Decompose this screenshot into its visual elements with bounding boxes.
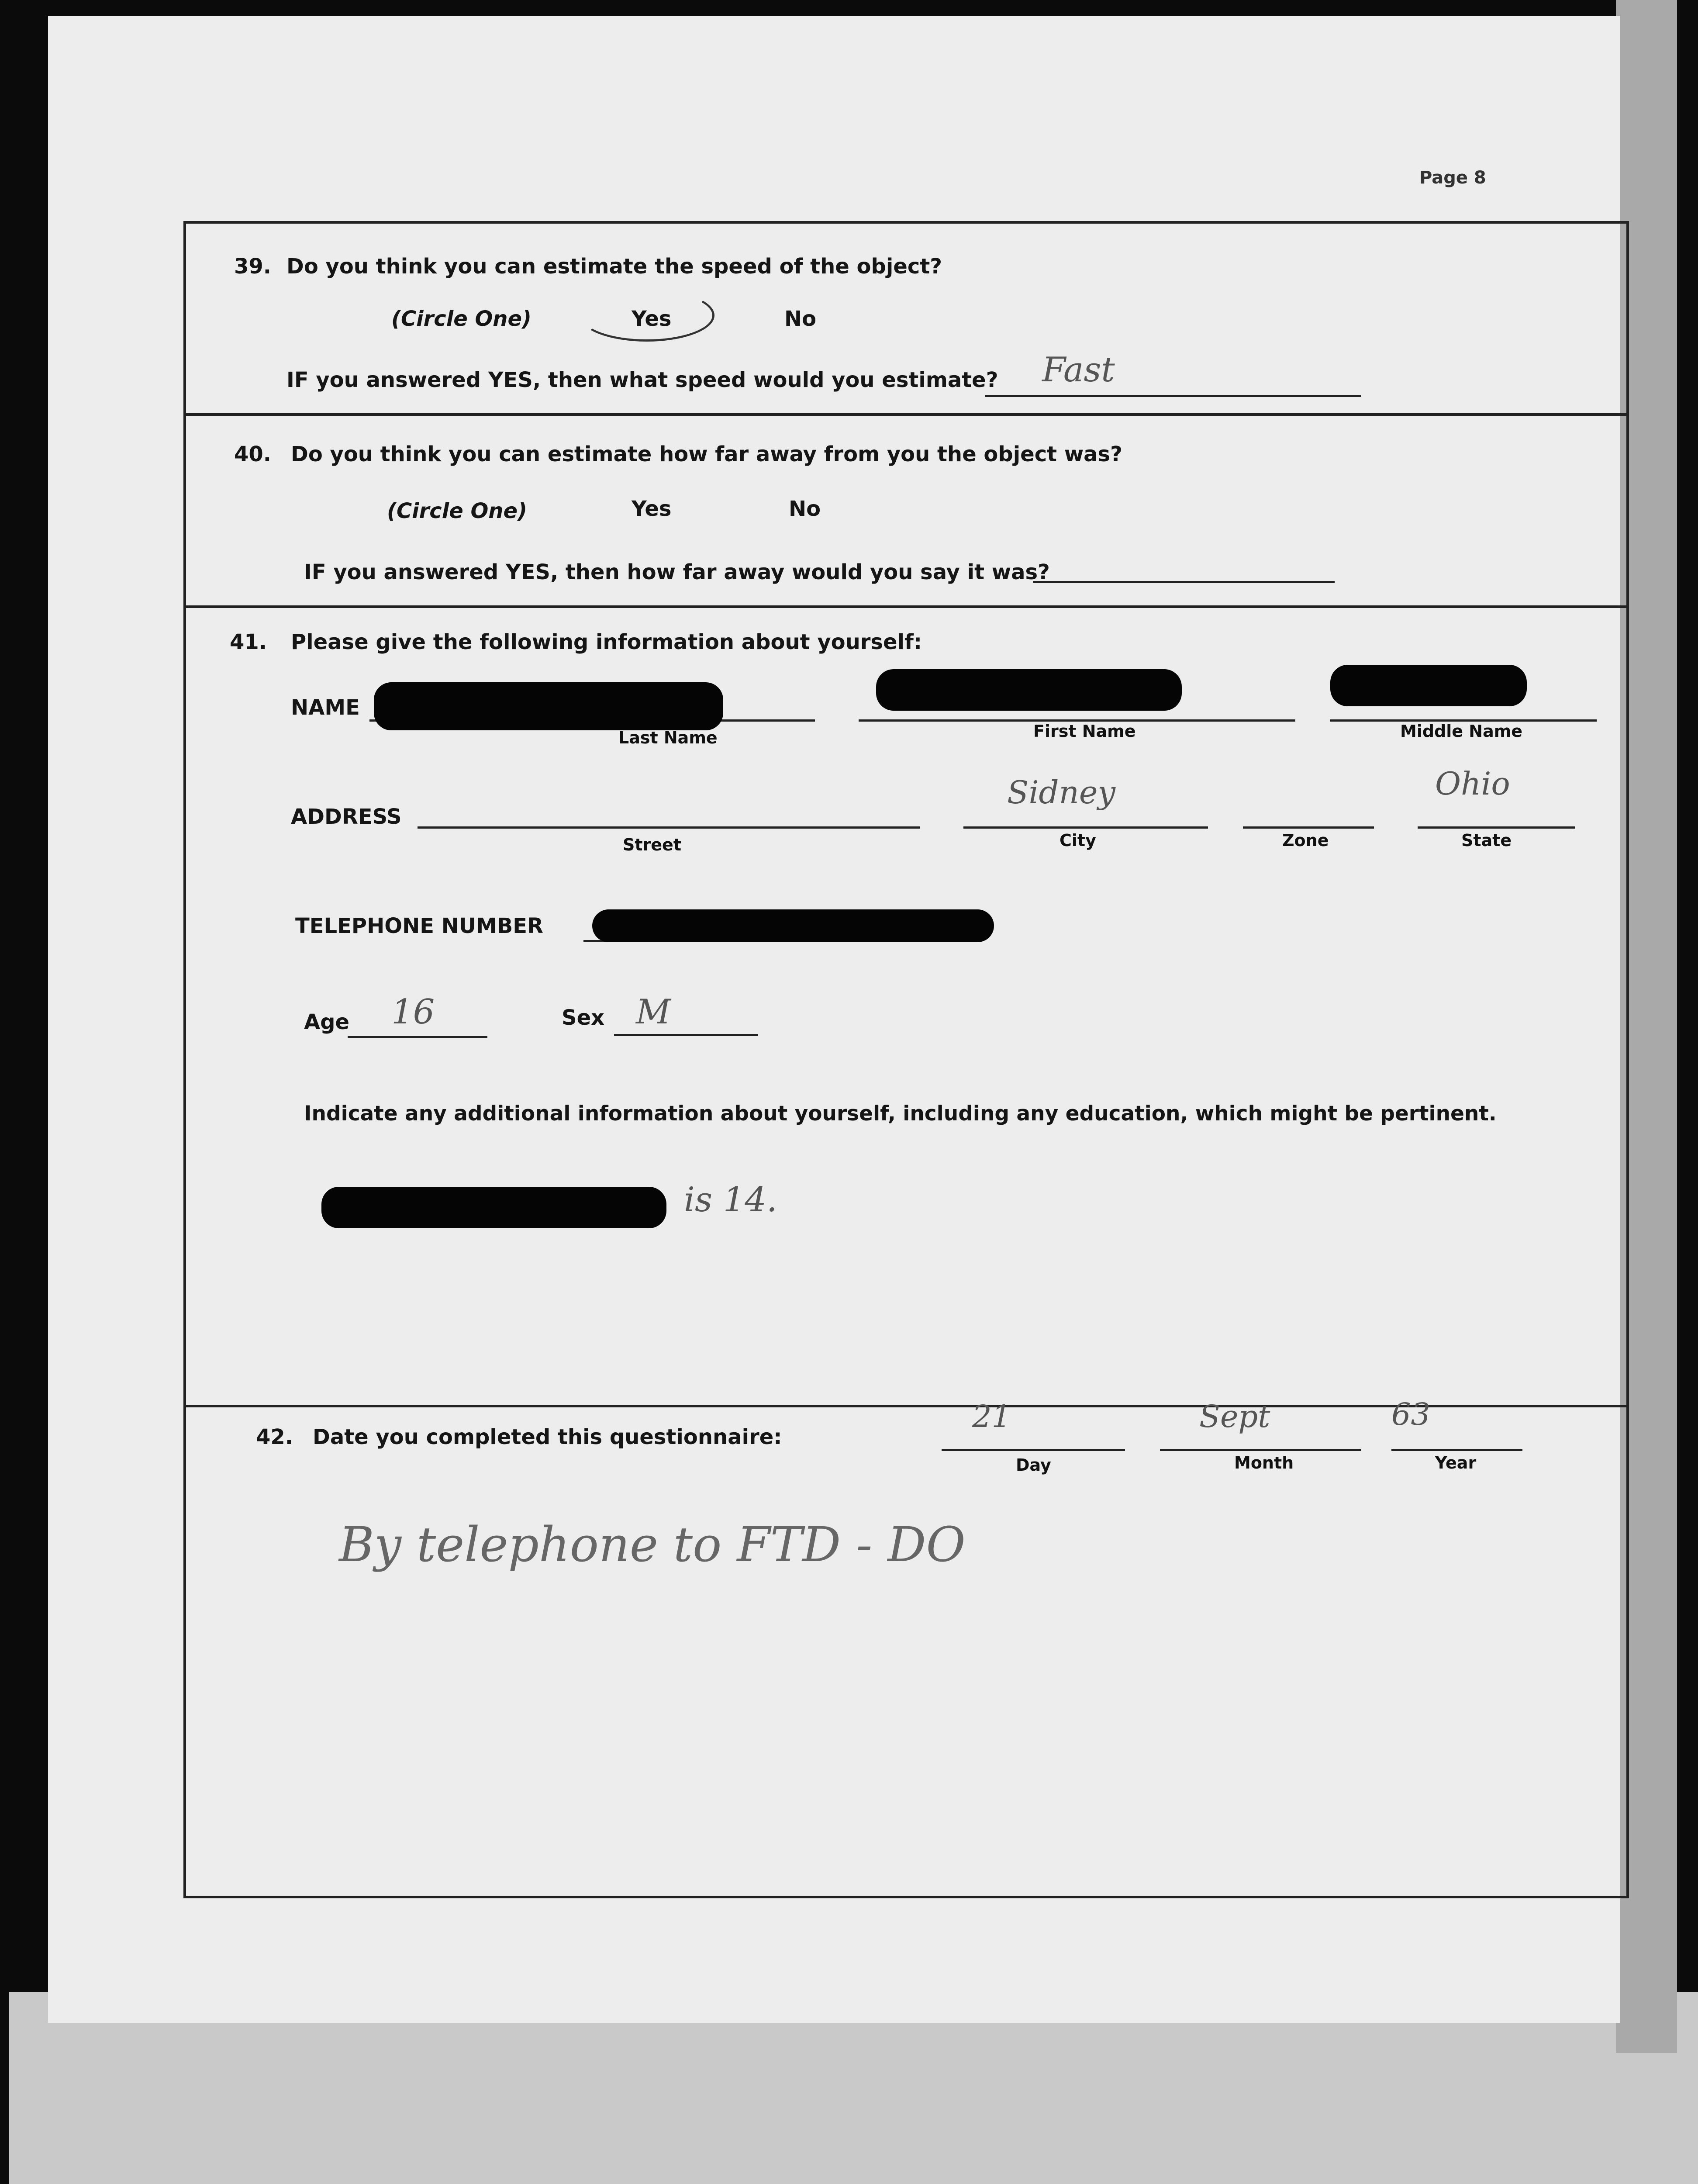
zone-label: Zone	[1282, 831, 1329, 850]
state-value[interactable]: Ohio	[1435, 765, 1510, 802]
followup-text: IF you answered YES, then what speed would you estimate?	[286, 368, 998, 392]
question-39	[186, 224, 1626, 416]
page-number: Page 8	[1419, 168, 1486, 188]
last-name-label: Last Name	[618, 728, 718, 747]
circle-one-label: (Circle One)	[387, 499, 527, 523]
followup-text: IF you answered YES, then how far away would you say it was?	[304, 560, 1050, 584]
day-line	[942, 1449, 1125, 1451]
year-value[interactable]: 63	[1391, 1396, 1431, 1432]
circled-answer-mark	[579, 289, 714, 342]
redacted-first-name	[876, 669, 1182, 711]
redacted-middle-name	[1330, 665, 1527, 706]
age-value[interactable]: 16	[391, 992, 435, 1032]
option-no[interactable]: No	[784, 307, 817, 331]
day-label: Day	[1016, 1455, 1051, 1475]
question-text: Do you think you can estimate how far away from you the object was?	[291, 442, 1122, 467]
street-label: Street	[623, 835, 681, 854]
circle-one-label: (Circle One)	[391, 307, 531, 331]
month-label: Month	[1234, 1453, 1294, 1472]
additional-info-value[interactable]: is 14.	[684, 1180, 777, 1220]
city-value[interactable]: Sidney	[1007, 774, 1116, 811]
question-number: 42.	[256, 1425, 293, 1449]
question-text: Date you completed this questionnaire:	[313, 1425, 782, 1449]
name-label: NAME	[291, 695, 360, 720]
age-label: Age	[304, 1010, 350, 1034]
telephone-label: TELEPHONE NUMBER	[295, 914, 543, 938]
month-value[interactable]: Sept	[1199, 1399, 1270, 1434]
middle-name-label: Middle Name	[1400, 722, 1523, 741]
option-yes[interactable]: Yes	[632, 307, 672, 331]
first-name-label: First Name	[1033, 722, 1136, 741]
street-line	[418, 826, 920, 829]
year-line	[1391, 1449, 1522, 1451]
handwritten-note: By telephone to FTD - DO	[339, 1517, 966, 1572]
redacted-additional-info	[321, 1187, 666, 1228]
age-line	[348, 1036, 487, 1038]
year-label: Year	[1435, 1453, 1477, 1472]
city-label: City	[1060, 831, 1096, 850]
question-number: 41.	[230, 630, 267, 654]
address-label: ADDRESS	[291, 805, 402, 829]
redacted-last-name	[374, 682, 723, 730]
redacted-telephone	[592, 909, 994, 942]
additional-info-prompt: Indicate any additional information about yourself, including any education, which might be pertinent.	[304, 1102, 1497, 1126]
state-label: State	[1461, 831, 1512, 850]
questionnaire-form	[183, 221, 1629, 1898]
question-number: 39.	[234, 254, 272, 279]
question-41	[186, 608, 1626, 1407]
sex-line	[614, 1034, 758, 1036]
option-no[interactable]: No	[789, 497, 821, 521]
speed-answer[interactable]: Fast	[1042, 350, 1115, 390]
day-value[interactable]: 21	[972, 1399, 1011, 1434]
sex-value[interactable]: M	[636, 992, 671, 1032]
question-42	[186, 1396, 1626, 1901]
speed-answer-line	[985, 395, 1361, 397]
distance-answer-line	[1033, 581, 1335, 583]
question-number: 40.	[234, 442, 272, 467]
state-line	[1418, 826, 1575, 829]
question-text: Please give the following information about yourself:	[291, 630, 922, 654]
option-yes[interactable]: Yes	[632, 497, 672, 521]
city-line	[963, 826, 1208, 829]
questionnaire-page	[48, 16, 1620, 2023]
zone-line	[1243, 826, 1374, 829]
question-40	[186, 416, 1626, 608]
sex-label: Sex	[562, 1006, 605, 1030]
question-text: Do you think you can estimate the speed of the object?	[286, 254, 942, 279]
month-line	[1160, 1449, 1361, 1451]
